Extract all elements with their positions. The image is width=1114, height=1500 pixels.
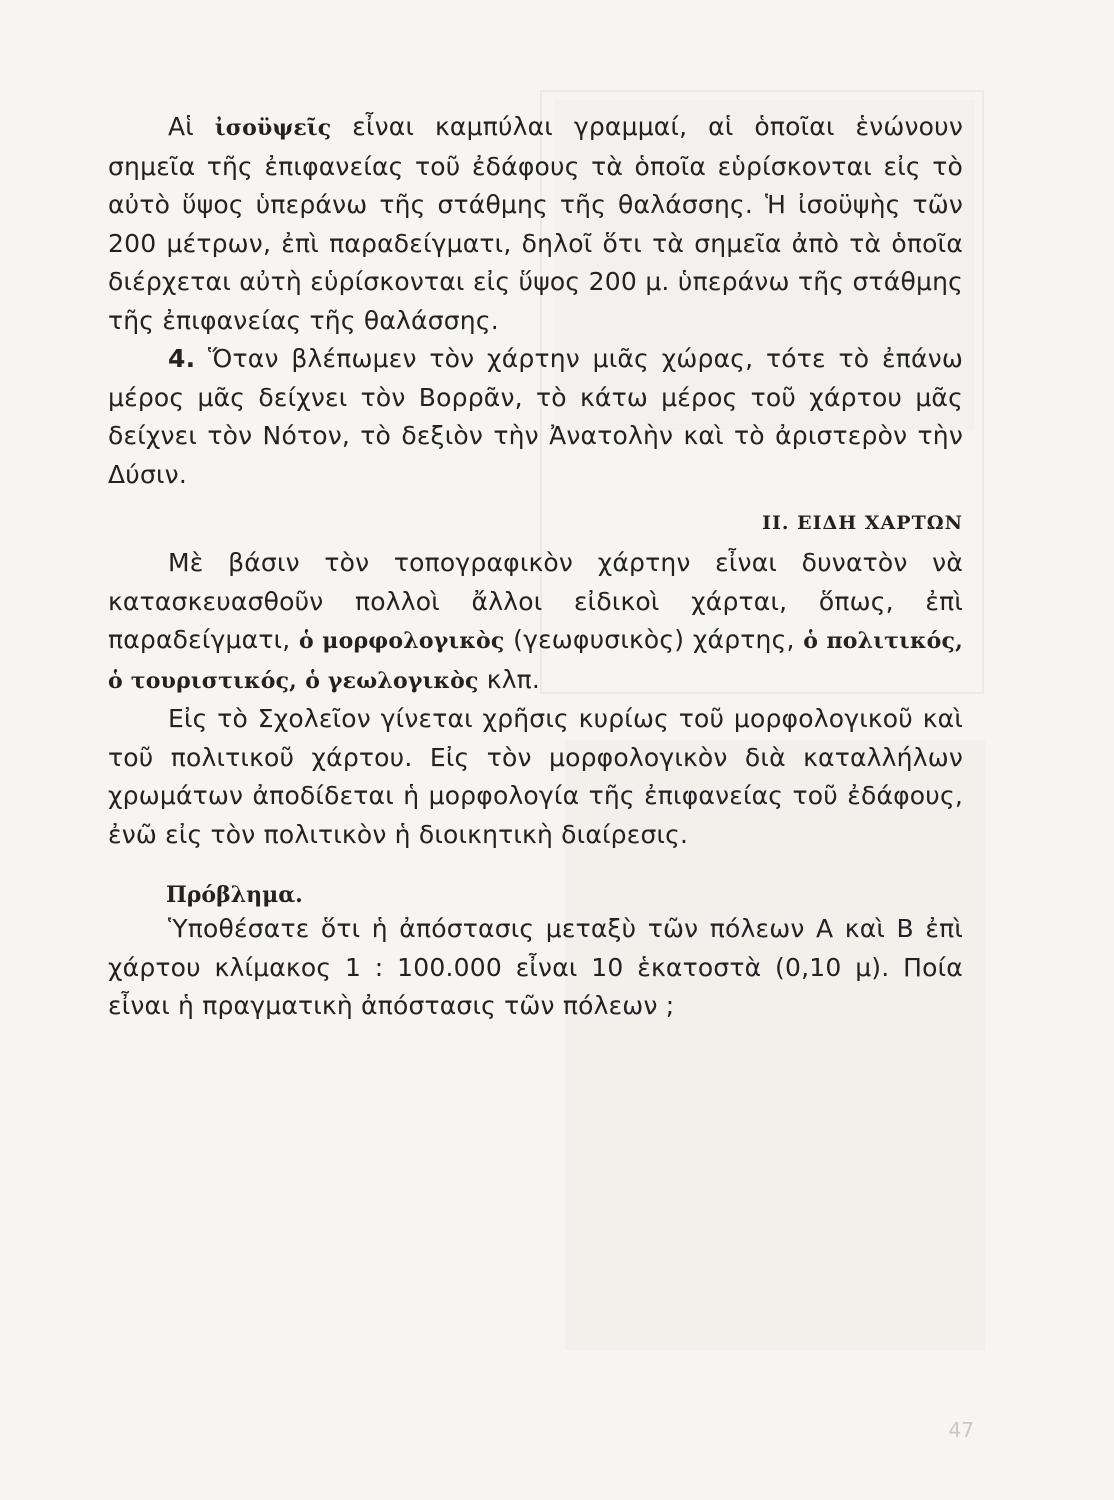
paragraph-3-part-1: Μὲ βάσιν τὸν τοπογραφικὸν χάρτην εἶναι δυνατὸν νὰ κατασκευασθοῦν πολλοὶ ἄλλοι εἰδικοὶ χάρται, ὅπως, ἐπὶ παραδείγματι,: [108, 548, 963, 654]
paragraph-contour-lines: [108, 108, 963, 340]
term-political: ὁ πολιτικός,: [803, 628, 963, 654]
paragraph-3-part-4: [297, 665, 305, 694]
section-heading: ΙΙ. ΕΙΔΗ ΧΑΡΤΩΝ: [762, 512, 963, 534]
paragraph-2-body: Ὅταν βλέπωμεν τὸν χάρτην μιᾶς χώρας, τότε τὸ ἐπάνω μέρος μᾶς δείχνει τὸν Βορρᾶν, τὸ κάτω μέρος τοῦ χάρτου μᾶς δείχνει τὸν Νότον, τὸ δεξιὸν τὴν Ἀνατολὴν καὶ τὸ ἀριστερὸν τὴν Δύσιν.: [108, 344, 963, 489]
problem-text: Ὑποθέσατε ὅτι ἡ ἀπόστασις μεταξὺ τῶν πόλεων Α καὶ Β ἐπὶ χάρτου κλίμακος 1 : 100.000 εἶναι 10 ἑκατοστὰ (0,10 μ). Ποία εἶναι ἡ πραγματικὴ ἀπόστασις τῶν πόλεων ;: [108, 914, 963, 1020]
term-touristic: ὁ τουριστικός,: [108, 667, 298, 694]
term-morphological: ὁ μορφολογικὸς: [299, 628, 505, 654]
page-body: [108, 108, 963, 1026]
paragraph-map-types: [108, 544, 963, 700]
paragraph-1-body: εἶναι καμπύλαι γραμμαί, αἱ ὁποῖαι ἑνώνουν σημεῖα τῆς ἐπιφανείας τοῦ ἐδάφους τὰ ὁποῖα εὑρίσκονται εἰς τὸ αὐτὸ ὕψος ὑπεράνω τῆς στάθμης τῆς θαλάσσης. Ἡ ἰσοϋψὴς τῶν 200 μέτρων, ἐπὶ παραδείγματι, δηλοῖ ὅτι τὰ σημεῖα ἀπὸ τὰ ὁποῖα διέρχεται αὐτὴ εὑρίσκονται εἰς ὕψος 200 μ. ὑπεράνω τῆς στάθμης τῆς ἐπιφανείας τῆς θαλάσσης.: [108, 112, 963, 335]
paragraph-3-part-5: κλπ.: [478, 664, 541, 694]
paragraph-school-maps: Εἰς τὸ Σχολεῖον γίνεται χρῆσις κυρίως τοῦ μορφολογικοῦ καὶ τοῦ πολιτικοῦ χάρτου. Εἰς τὸν μορφολογικὸν διὰ καταλλήλων χρωμάτων ἀποδίδεται ἡ μορφολογία τῆς ἐπιφανείας τοῦ ἐδάφους, ἐνῶ εἰς τὸν πολιτικὸν ἡ διοικητικὴ διαίρεσις.: [108, 704, 963, 849]
term-geological: ὁ γεωλογικὸς: [305, 667, 479, 694]
problem-title: Πρόβλημα.: [166, 882, 303, 908]
page-number: 47: [948, 1418, 974, 1442]
item-number-4: 4.: [168, 344, 196, 373]
paragraph-map-orientation: [108, 340, 963, 494]
paragraph-3-part-2: (γεωφυσικὸς) χάρτης,: [504, 625, 804, 654]
term-isoypseis: ἰσοϋψεῖς: [214, 115, 332, 141]
paragraph-1-lead: Αἱ: [168, 112, 215, 141]
